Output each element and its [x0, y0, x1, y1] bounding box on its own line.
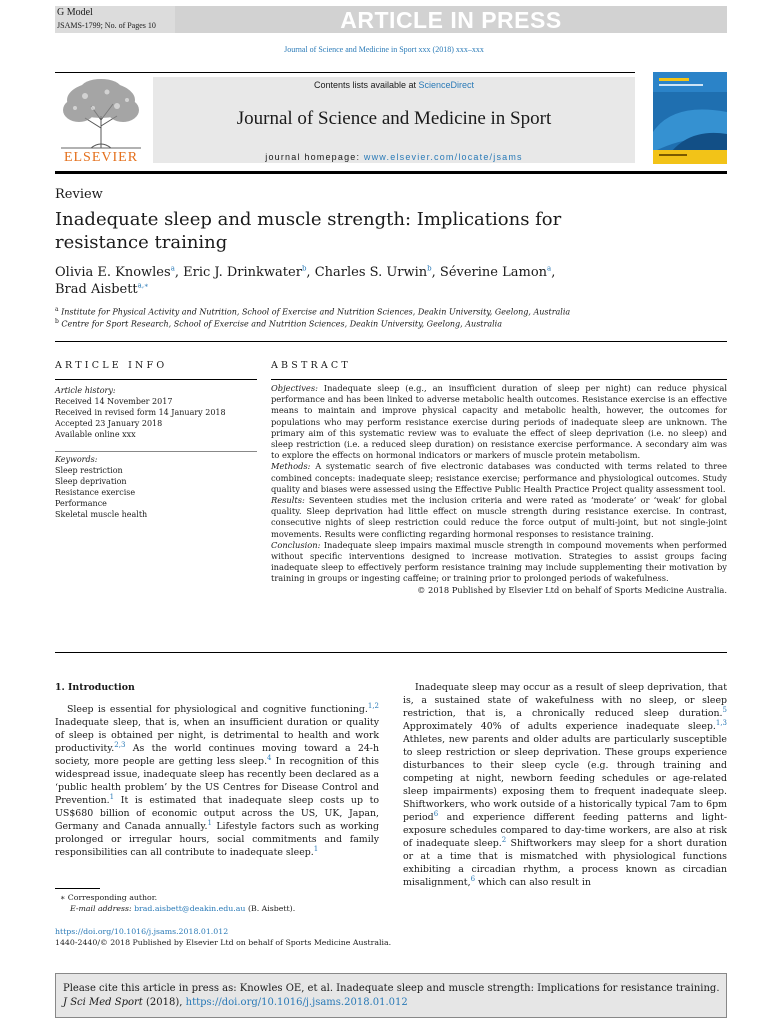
history-label: Article history:: [55, 386, 116, 395]
article-info-rule: [55, 379, 257, 380]
author-list: [55, 264, 575, 298]
email-suffix: (B. Aisbett).: [245, 904, 296, 913]
paragraph: [55, 703, 379, 859]
affiliation-label: a: [55, 306, 59, 313]
citation-ref-link[interactable]: 5: [722, 705, 727, 714]
email-link[interactable]: brad.aisbett@deakin.edu.au: [134, 904, 246, 913]
keywords-rule: [55, 451, 257, 452]
keyword-list: [55, 465, 147, 520]
contents-line: [153, 80, 635, 90]
citation-ref-link[interactable]: 1,3: [715, 718, 727, 727]
email-label: E-mail address:: [70, 904, 135, 913]
author-name[interactable]: Charles S. Urwin: [314, 265, 428, 280]
contents-prefix: Contents lists available at: [313, 80, 419, 90]
paragraph-text: In recognition of this widespread issue, inadequate sleep has recently been declared as a ‘public health problem’ by the US Centres for Disease Control and Prevention.: [55, 756, 379, 806]
abstract-section-text: Inadequate sleep impairs maximal muscle strength in compound movements when performed without specific interventions designed to increase motivation. Strategies to assist groups facing inadequate sleep to effectively perform resistance training may include supplementing their motivation by training in groups or ingesting caffeine; or training prior to prolonged periods of wakefulness.: [271, 539, 727, 584]
author-separator: ,: [551, 265, 556, 280]
citation-ref-link[interactable]: 1,2: [367, 701, 379, 710]
footnote-rule: [55, 888, 100, 889]
abstract-section-label: Objectives:: [271, 383, 318, 393]
keywords-block: [55, 454, 147, 520]
paragraph-text: Approximately 40% of adults experience inadequate sleep.: [403, 721, 716, 732]
author-affiliation-mark[interactable]: b: [427, 264, 432, 273]
journal-homepage-link[interactable]: www.elsevier.com/locate/jsams: [363, 152, 523, 162]
abstract-section: [271, 461, 727, 495]
body-column-left: [55, 681, 379, 859]
affiliation-label: b: [55, 318, 59, 325]
rule-above-info: [55, 341, 727, 342]
paragraph: [403, 681, 727, 889]
author-affiliation-mark[interactable]: a,∗: [137, 281, 149, 290]
paragraph-text: Inadequate sleep, that is, when an insufficient duration or quality of sleep is obtained per night, is detrimental to health and work productivity.: [55, 717, 379, 754]
article-info-heading: ARTICLE INFO: [55, 360, 168, 371]
keyword-item: Sleep restriction: [55, 466, 123, 475]
journal-citation-line[interactable]: Journal of Science and Medicine in Sport xxx (2018) xxx–xxx: [284, 45, 484, 54]
author-name[interactable]: Séverine Lamon: [439, 265, 548, 280]
citation-ref-link[interactable]: 2: [501, 835, 507, 844]
citation-ref-link[interactable]: 1: [313, 844, 319, 853]
citation-ref-link[interactable]: 2,3: [114, 740, 126, 749]
affiliation-a: [55, 306, 570, 317]
abstract-section: [271, 383, 727, 461]
author-affiliation-mark[interactable]: a: [547, 264, 552, 273]
abstract-copyright: © 2018 Published by Elsevier Ltd on behalf of Sports Medicine Australia.: [417, 584, 727, 595]
paragraph-text: As the world continues moving toward a 24-h society, more people are getting less sleep.: [55, 743, 379, 767]
manuscript-id: JSAMS-1799; No. of Pages 10: [57, 21, 156, 30]
paragraph-text: Athletes, new parents and older adults are particularly susceptible to sleep restriction or sleep deprivation. These groups experience disturbances to their sleep cycle (e.g. through training and competing at night, newborn feeding schedules or age-related sleep impairments) exposing them to frequent inadequate sleep. Shiftworkers, who work outside of a historically typical 7am to 6pm period: [403, 734, 727, 823]
abstract-rule: [271, 379, 727, 380]
doi-link[interactable]: https://doi.org/10.1016/j.jsams.2018.01.012: [55, 927, 229, 936]
history-item: Accepted 23 January 2018: [55, 419, 163, 428]
affiliation-b: [55, 318, 502, 329]
author-name[interactable]: Brad Aisbett: [55, 282, 138, 297]
cite-prefix: Please cite this article in press as: Knowles OE, et al. Inadequate sleep and muscle strength: Implications for resistance training.: [63, 983, 720, 994]
history-list: [55, 396, 226, 440]
article-title: Inadequate sleep and muscle strength: Implications for resistance training: [55, 209, 562, 253]
citation-ref-link[interactable]: 1: [109, 792, 115, 801]
history-item: Received 14 November 2017: [55, 397, 173, 406]
abstract-sections: [271, 383, 727, 585]
history-item: Available online xxx: [55, 430, 136, 439]
abstract-section-text: A systematic search of five electronic databases was conducted with terms related to three combined concepts: inadequate sleep; resistance exercise; performance and physiological outcomes. Study quality and biases were assessed using the Effective Public Health Practice Project quality assessment tool.: [271, 461, 727, 494]
abstract-section: [271, 495, 727, 540]
abstract-body: [271, 383, 727, 596]
author-separator: ,: [306, 265, 315, 280]
author-separator: ,: [174, 265, 184, 280]
cite-journal: J Sci Med Sport: [63, 997, 143, 1008]
abstract-section-label: Conclusion:: [271, 539, 321, 550]
paragraph-text: Lifestyle factors such as working prolonged or irregular hours, social commitments and family responsibilities can all contribute to inadequate sleep.: [55, 821, 379, 858]
paragraph-text: which can also result in: [475, 877, 591, 888]
issn-line: 1440-2440/© 2018 Published by Elsevier Ltd on behalf of Sports Medicine Australia.: [55, 938, 392, 947]
citation-ref-link[interactable]: 6: [433, 809, 439, 818]
citation-ref-link[interactable]: 6: [470, 874, 476, 883]
abstract-section-label: Results:: [271, 495, 305, 506]
article-type: Review: [55, 187, 103, 202]
paragraph-text: Shiftworkers may sleep for a short duration or at a time that is mismatched with physiological functions exhibiting a circadian rhythm, a process known as circadian misalignment,: [403, 838, 727, 888]
header-rule-bottom: [55, 171, 727, 174]
affiliation-text: Institute for Physical Activity and Nutrition, School of Exercise and Nutrition Sciences, Deakin University, Geelong, Australia: [58, 307, 571, 317]
abstract-section: [271, 540, 727, 585]
article-in-press-banner: ARTICLE IN PRESS: [175, 6, 727, 33]
homepage-line: [153, 152, 635, 162]
email-note: [70, 904, 295, 913]
affiliation-text: Centre for Sport Research, School of Exercise and Nutrition Sciences, Deakin University, Geelong, Australia: [58, 319, 502, 329]
body-column-right: [403, 681, 727, 889]
header-rule-top: [55, 72, 635, 73]
citation-ref-link[interactable]: 4: [267, 753, 272, 762]
elsevier-wordmark: ELSEVIER: [63, 150, 139, 165]
author-name[interactable]: Olivia E. Knowles: [55, 265, 171, 280]
abstract-section-text: Seventeen studies met the inclusion criteria and were rated as ‘moderate’ or ‘weak’ for global quality. Sleep deprivation had little effect on muscle strength during resistance exercise. In contrast, consecutive nights of sleep restriction could reduce the force output of multi-joint, but not single-joint movements. Results were conflicting regarding hormonal responses to resistance training.: [271, 495, 727, 539]
paragraph-text: Sleep is essential for physiological and cognitive functioning.: [67, 704, 368, 715]
journal-cover-icon: [653, 72, 727, 164]
citation-ref-link[interactable]: 1: [207, 818, 212, 827]
citation-text: [63, 982, 720, 1010]
paragraph-text: and experience different feeding patterns and light-exposure schedules compared to day-time workers, are also at risk of inadequate sleep.: [403, 812, 727, 849]
history-item: Received in revised form 14 January 2018: [55, 408, 226, 417]
rule-below-abstract: [55, 652, 727, 653]
author-name[interactable]: Eric J. Drinkwater: [183, 265, 302, 280]
abstract-section-text: Inadequate sleep (e.g., an insufficient duration of sleep per night) can reduce physical performance and has been linked to adverse metabolic health outcomes. Resistance exercise is an effective means to maintain and improve physical capacity and metabolic health, however, the outcomes for populations who may perform resistance exercise during periods of inadequate sleep are unknown. The primary aim of this systematic review was to evaluate the effect of sleep deprivation (i.e. no sleep) and sleep restriction (i.e. a reduced sleep duration) on resistance exercise performance. A secondary aim was to explore the effects on hormonal indicators or markers of muscle protein metabolism.: [271, 383, 727, 461]
keyword-item: Skeletal muscle health: [55, 510, 148, 519]
keyword-item: Performance: [55, 499, 107, 508]
paragraph-text: It is estimated that inadequate sleep costs up to US$680 billion of economic output across the US, UK, Japan, Germany and Canada annually.: [55, 795, 379, 832]
keyword-item: Sleep deprivation: [55, 477, 127, 486]
author-affiliation-mark[interactable]: b: [301, 264, 307, 273]
gmodel-label: G Model: [57, 7, 93, 18]
sciencedirect-link[interactable]: ScienceDirect: [418, 80, 475, 90]
section-heading-introduction: 1. Introduction: [55, 682, 135, 693]
abstract-heading: ABSTRACT: [271, 360, 351, 371]
homepage-prefix: journal homepage:: [265, 152, 364, 162]
journal-title: Journal of Science and Medicine in Sport: [236, 108, 552, 129]
cite-year: (2018),: [142, 997, 186, 1008]
keywords-label: Keywords:: [55, 455, 98, 464]
cite-doi-link[interactable]: https://doi.org/10.1016/j.jsams.2018.01.012: [185, 997, 408, 1008]
paragraph-text: Inadequate sleep may occur as a result of sleep deprivation, that is, a sustained state of wakefulness with no sleep, or sleep restriction, that is, a chronically reduced sleep duration.: [403, 682, 727, 719]
abstract-section-label: Methods:: [271, 461, 311, 472]
article-history: [55, 385, 226, 440]
keyword-item: Resistance exercise: [55, 488, 136, 497]
author-affiliation-mark[interactable]: a: [170, 264, 175, 273]
elsevier-tree-logo-icon: [55, 78, 147, 150]
corresponding-author-note: ∗ Corresponding author.: [60, 893, 158, 902]
author-separator: ,: [431, 265, 440, 280]
